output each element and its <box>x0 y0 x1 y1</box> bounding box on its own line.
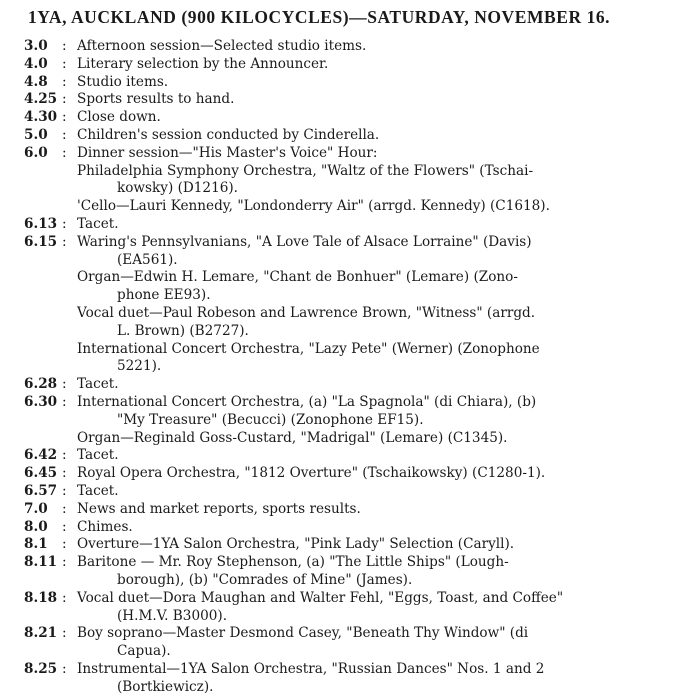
entry-line: Organ—Edwin H. Lemare, "Chant de Bonhuer" (Lemare) (Zono- <box>77 269 518 286</box>
schedule-entry <box>0 163 700 199</box>
schedule-list <box>0 38 700 696</box>
entry-description <box>77 394 697 430</box>
entry-line: 5221). <box>117 358 162 375</box>
entry-line: Capua). <box>117 643 171 660</box>
time-separator: : <box>62 215 67 232</box>
entry-line: Tacet. <box>77 215 119 232</box>
entry-line: kowsky) (D1216). <box>117 180 238 197</box>
time-separator: : <box>62 38 67 54</box>
entry-time: 6.13 <box>24 215 58 232</box>
entry-line: International Concert Orchestra, (a) "La Spagnola" (di Chiara), (b) <box>77 393 537 410</box>
entry-line: Afternoon session—Selected studio items. <box>77 38 367 54</box>
time-separator: : <box>62 91 67 108</box>
schedule-entry <box>0 269 700 305</box>
entry-description <box>77 376 697 394</box>
entry-description <box>77 661 697 696</box>
entry-line: Tacet. <box>77 376 119 393</box>
entry-line: Tacet. <box>77 447 119 464</box>
entry-time: 8.1 <box>24 536 48 553</box>
entry-line: L. Brown) (B2727). <box>117 322 249 339</box>
entry-line: Dinner session—"His Master's Voice" Hour: <box>77 144 378 161</box>
entry-time: 4.8 <box>24 73 48 90</box>
entry-description <box>77 519 697 537</box>
entry-description <box>77 269 697 305</box>
entry-line: Instrumental—1YA Salon Orchestra, "Russian Dances" Nos. 1 and 2 <box>77 660 545 677</box>
time-separator: : <box>62 376 67 393</box>
entry-line: Organ—Reginald Goss-Custard, "Madrigal" (Lemare) (C1345). <box>77 429 508 446</box>
schedule-entry <box>0 430 700 448</box>
schedule-entry <box>0 590 700 626</box>
schedule-entry <box>0 109 700 127</box>
time-separator: : <box>62 73 67 90</box>
entry-line: Close down. <box>77 109 161 126</box>
entry-time: 6.0 <box>24 144 48 161</box>
entry-line: 'Cello—Lauri Kennedy, "Londonderry Air" (arrgd. Kennedy) (C1618). <box>77 198 550 215</box>
schedule-entry <box>0 234 700 270</box>
entry-line: Children's session conducted by Cinderella. <box>77 126 380 143</box>
entry-description <box>77 536 697 554</box>
time-separator: : <box>62 536 67 553</box>
schedule-entry <box>0 38 700 56</box>
entry-description <box>77 465 697 483</box>
schedule-entry <box>0 145 700 163</box>
schedule-entry <box>0 465 700 483</box>
entry-description <box>77 163 697 199</box>
entry-description <box>77 501 697 519</box>
entry-line: Vocal duet—Paul Robeson and Lawrence Brown, "Witness" (arrgd. <box>77 304 536 321</box>
entry-line: Sports results to hand. <box>77 91 235 108</box>
time-separator: : <box>62 625 67 642</box>
entry-line: (H.M.V. B3000). <box>117 607 228 624</box>
entry-description <box>77 216 697 234</box>
entry-time: 7.0 <box>24 500 48 517</box>
entry-description <box>77 74 697 92</box>
entry-description <box>77 447 697 465</box>
schedule-entry <box>0 56 700 74</box>
schedule-entry <box>0 625 700 661</box>
entry-line: borough), (b) "Comrades of Mine" (James). <box>117 571 413 588</box>
entry-line: Royal Opera Orchestra, "1812 Overture" (Tschaikowsky) (C1280-1). <box>77 465 546 482</box>
entry-line: Boy soprano—Master Desmond Casey, "Beneath Thy Window" (di <box>77 625 529 642</box>
entry-description <box>77 305 697 341</box>
entry-time: 8.11 <box>24 554 58 571</box>
entry-description <box>77 145 697 163</box>
entry-line: Literary selection by the Announcer. <box>77 55 329 72</box>
time-separator: : <box>62 589 67 606</box>
entry-line: International Concert Orchestra, "Lazy Pete" (Werner) (Zonophone <box>77 340 540 357</box>
schedule-entry <box>0 501 700 519</box>
entry-time: 8.0 <box>24 518 48 535</box>
entry-description <box>77 430 697 448</box>
page-title: 1YA, AUCKLAND (900 KILOCYCLES)—SATURDAY, NOVEMBER 16. <box>28 7 611 27</box>
schedule-entry <box>0 376 700 394</box>
schedule-entry <box>0 91 700 109</box>
time-separator: : <box>62 126 67 143</box>
entry-time: 6.57 <box>24 482 58 499</box>
entry-description <box>77 590 697 626</box>
entry-description <box>77 91 697 109</box>
time-separator: : <box>62 465 67 482</box>
time-separator: : <box>62 233 67 250</box>
entry-line: Philadelphia Symphony Orchestra, "Waltz of the Flowers" (Tschai- <box>77 162 534 179</box>
entry-description <box>77 554 697 590</box>
schedule-entry <box>0 483 700 501</box>
time-separator: : <box>62 500 67 517</box>
entry-time: 8.21 <box>24 625 58 642</box>
entry-description <box>77 109 697 127</box>
entry-line: Vocal duet—Dora Maughan and Walter Fehl, "Eggs, Toast, and Coffee" <box>77 589 564 606</box>
entry-line: Studio items. <box>77 73 169 90</box>
schedule-entry <box>0 519 700 537</box>
schedule-entry <box>0 447 700 465</box>
entry-line: phone EE93). <box>117 287 211 304</box>
entry-line: Overture—1YA Salon Orchestra, "Pink Lady" Selection (Caryll). <box>77 536 515 553</box>
entry-time: 3.0 <box>24 38 48 54</box>
entry-time: 6.42 <box>24 447 58 464</box>
entry-time: 6.15 <box>24 233 58 250</box>
schedule-entry <box>0 341 700 377</box>
time-separator: : <box>62 55 67 72</box>
time-separator: : <box>62 518 67 535</box>
time-separator: : <box>62 393 67 410</box>
time-separator: : <box>62 144 67 161</box>
entry-line: "My Treasure" (Becucci) (Zonophone EF15). <box>117 411 424 428</box>
entry-line: Waring's Pennsylvanians, "A Love Tale of Alsace Lorraine" (Davis) <box>77 233 532 250</box>
entry-description <box>77 483 697 501</box>
schedule-entry <box>0 127 700 145</box>
entry-line: Chimes. <box>77 518 133 535</box>
time-separator: : <box>62 660 67 677</box>
schedule-entry <box>0 305 700 341</box>
entry-time: 6.45 <box>24 465 58 482</box>
entry-description <box>77 198 697 216</box>
entry-time: 4.30 <box>24 109 58 126</box>
schedule-entry <box>0 394 700 430</box>
schedule-entry <box>0 74 700 92</box>
entry-description <box>77 625 697 661</box>
entry-line: Baritone — Mr. Roy Stephenson, (a) "The Little Ships" (Lough- <box>77 554 509 571</box>
schedule-entry <box>0 536 700 554</box>
entry-description <box>77 38 697 56</box>
entry-line: News and market reports, sports results. <box>77 500 361 517</box>
time-separator: : <box>62 554 67 571</box>
time-separator: : <box>62 109 67 126</box>
entry-line: (EA561). <box>117 251 178 268</box>
time-separator: : <box>62 482 67 499</box>
entry-time: 8.25 <box>24 660 58 677</box>
entry-time: 6.28 <box>24 376 58 393</box>
schedule-entry <box>0 554 700 590</box>
entry-time: 5.0 <box>24 126 48 143</box>
time-separator: : <box>62 447 67 464</box>
entry-description <box>77 56 697 74</box>
entry-description <box>77 341 697 377</box>
schedule-entry <box>0 216 700 234</box>
entry-line: (Bortkiewicz). <box>117 678 214 695</box>
schedule-entry <box>0 661 700 696</box>
entry-time: 4.25 <box>24 91 58 108</box>
entry-time: 6.30 <box>24 393 58 410</box>
entry-time: 4.0 <box>24 55 48 72</box>
entry-time: 8.18 <box>24 589 58 606</box>
entry-line: Tacet. <box>77 482 119 499</box>
entry-description <box>77 127 697 145</box>
schedule-entry <box>0 198 700 216</box>
entry-description <box>77 234 697 270</box>
